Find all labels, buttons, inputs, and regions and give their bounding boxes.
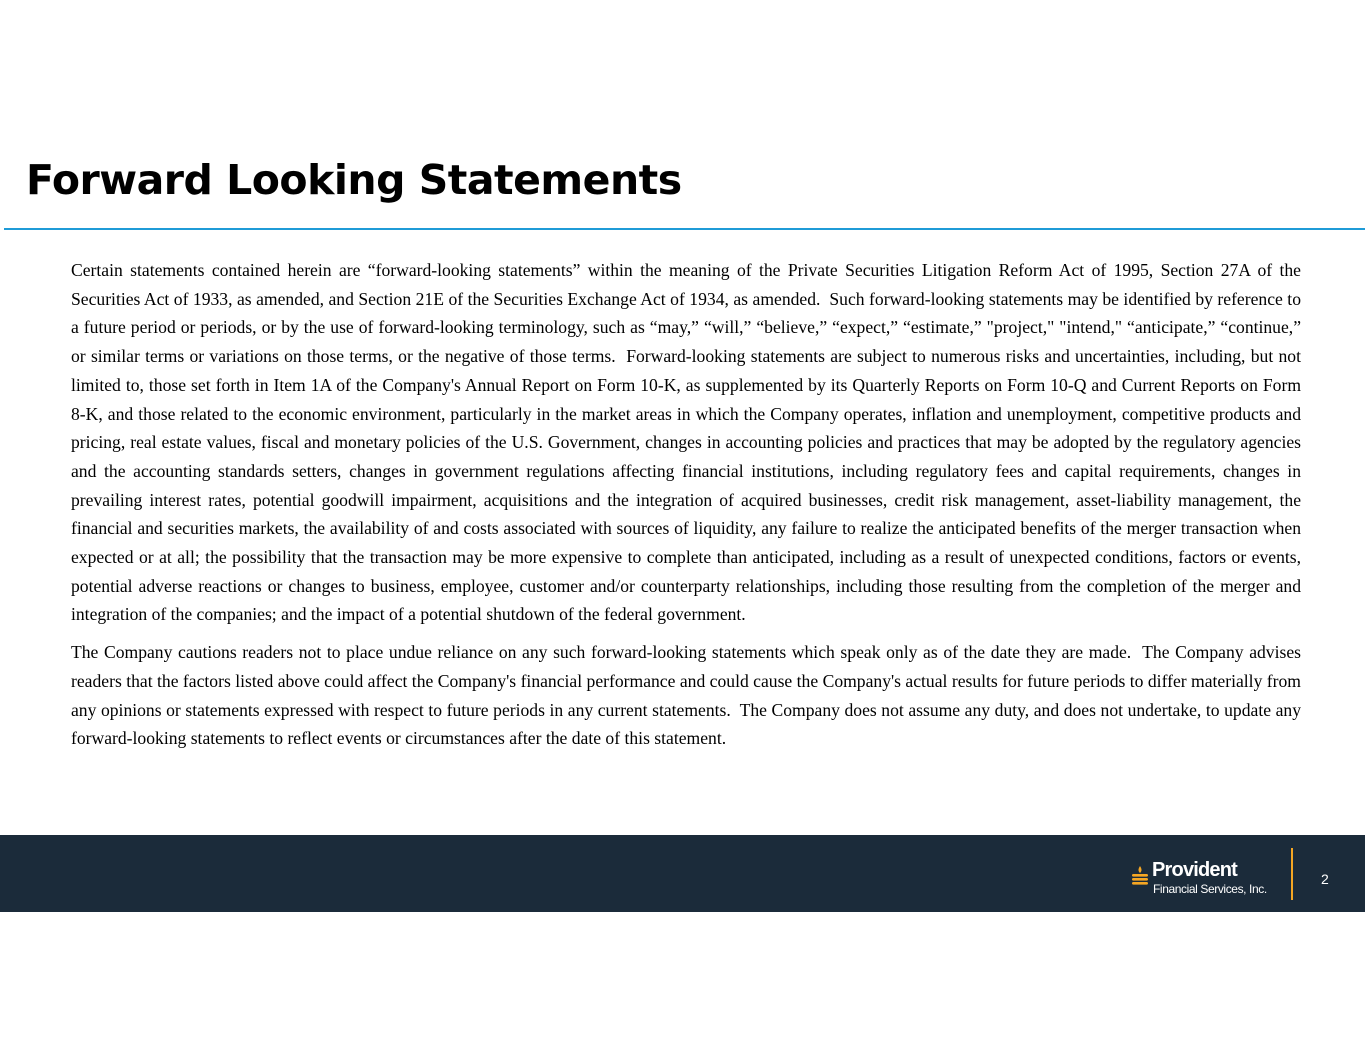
logo-subtitle: Financial Services, Inc. xyxy=(1153,882,1267,896)
title-divider-rule xyxy=(4,228,1365,230)
disclaimer-body xyxy=(71,256,1306,762)
logo-name: Provident xyxy=(1152,859,1238,881)
provident-logo xyxy=(1130,859,1290,897)
page-title: Forward Looking Statements xyxy=(26,156,682,204)
provident-flame-icon xyxy=(1130,865,1150,887)
disclaimer-paragraph-1: Certain statements contained herein are “forward-looking statements” within the meaning of the Private Securities Litigation Reform Act of 1995, Section 27A of the Securities Act of 1933, as amended, and Section 21E of the Securities Exchange Act of 1934, as amended. Such forward-looking statements may be identified by reference to a future period or periods, or by the use of forward-looking terminology, such as “may,” “will,” “believe,” “expect,” “estimate,” "project," "intend," “anticipate,” “continue,” or similar terms or variations on those terms, or the negative of those terms. Forward-looking statements are subject to numerous risks and uncertainties, including, but not limited to, those set forth in Item 1A of the Company's Annual Report on Form 10-K, as supplemented by its Quarterly Reports on Form 10-Q and Current Reports on Form 8-K, and those related to the economic environment, particularly in the market areas in which the Company operates, inflation and unemployment, competitive products and pricing, real estate values, fiscal and monetary policies of the U.S. Government, changes in accounting policies and practices that may be adopted by the regulatory agencies and the accounting standards setters, changes in government regulations affecting financial institutions, including regulatory fees and capital requirements, changes in prevailing interest rates, potential goodwill impairment, acquisitions and the integration of acquired businesses, credit risk management, asset-liability management, the financial and securities markets, the availability of and costs associated with sources of liquidity, any failure to realize the anticipated benefits of the merger transaction when expected or at all; the possibility that the transaction may be more expensive to complete than anticipated, including as a result of unexpected conditions, factors or events, potential adverse reactions or changes to business, employee, customer and/or counterparty relationships, including those resulting from the completion of the merger and integration of the companies; and the impact of a potential shutdown of the federal government. xyxy=(71,260,1306,625)
disclaimer-paragraph-2: The Company cautions readers not to place undue reliance on any such forward-looking statements which speak only as of the date they are made. The Company advises readers that the factors listed above could affect the Company's financial performance and could cause the Company's actual results for future periods to differ materially from any opinions or statements expressed with respect to future periods in any current statements. The Company does not assume any duty, and does not undertake, to update any forward-looking statements to reflect events or circumstances after the date of this statement. xyxy=(71,642,1306,749)
footer-divider xyxy=(1291,848,1293,900)
footer-bar xyxy=(0,835,1365,912)
page-number: 2 xyxy=(1321,871,1329,887)
